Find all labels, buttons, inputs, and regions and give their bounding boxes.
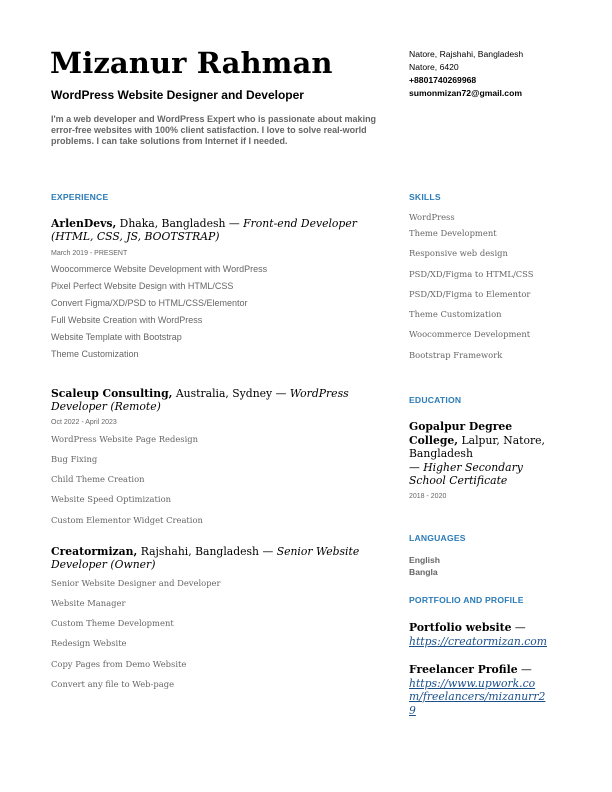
job-role: Front-end Developer (HTML, CSS, JS, BOOTSTRAP) (51, 217, 357, 243)
skill-item: Responsive web design (409, 248, 508, 258)
separator: — (517, 663, 532, 676)
headline: WordPress Website Designer and Developer (51, 88, 304, 102)
education-degree: — Higher Secondary School Certificate (409, 460, 523, 487)
list-item: Copy Pages from Demo Website (51, 659, 187, 669)
list-item: Bug Fixing (51, 454, 98, 464)
education-org: Gopalpur Degree College, (409, 420, 513, 447)
list-item: Redesign Website (51, 638, 127, 648)
skill-item: PSD/XD/Figma to HTML/CSS (409, 269, 534, 279)
list-item: Website Template with Bootstrap (51, 332, 182, 342)
job-dates: March 2019 - PRESENT (51, 250, 128, 257)
language-item: English (409, 555, 441, 565)
list-item: Convert any file to Web-page (51, 679, 175, 689)
list-item: Theme Customization (51, 349, 139, 359)
list-item: Woocommerce Website Development with WordPress (51, 264, 268, 274)
job-dates: Oct 2022 - April 2023 (51, 419, 117, 426)
portfolio-website (409, 621, 549, 648)
portfolio-website-label: Portfolio website (409, 621, 512, 634)
job-heading (51, 545, 371, 571)
skill-item: Bootstrap Framework (409, 350, 503, 360)
list-item: Full Website Creation with WordPress (51, 315, 203, 325)
freelancer-profile (409, 663, 549, 717)
experience-title: EXPERIENCE (51, 192, 109, 202)
address-line-1: Natore, Rajshahi, Bangladesh (409, 49, 524, 59)
list-item: Custom Elementor Widget Creation (51, 515, 203, 525)
portfolio-title: PORTFOLIO AND PROFILE (409, 595, 524, 605)
job-place: Dhaka, Bangladesh — (116, 217, 244, 230)
job-role: WordPress Developer (Remote) (51, 387, 349, 413)
education-entry (409, 420, 549, 488)
education-place: Lalpur, Natore, Bangladesh (409, 433, 545, 460)
skill-item: Theme Customization (409, 309, 502, 319)
education-dates: 2018 - 2020 (409, 493, 447, 500)
skills-title: SKILLS (409, 192, 441, 202)
portfolio-website-link[interactable]: https://creatormizan.com (409, 634, 548, 648)
list-item: Convert Figma/XD/PSD to HTML/CSS/Elementor (51, 298, 248, 308)
languages-title: LANGUAGES (409, 533, 466, 543)
address-line-2: Natore, 6420 (409, 62, 459, 72)
list-item: Child Theme Creation (51, 474, 145, 484)
skill-item: Woocommerce Development (409, 329, 531, 339)
job-org: ArlenDevs, (51, 217, 117, 230)
email[interactable]: sumonmizan72@gmail.com (409, 88, 522, 98)
list-item: Website Speed Optimization (51, 494, 172, 504)
job-org: Creatormizan, (51, 545, 138, 558)
language-item: Bangla (409, 567, 438, 577)
skill-item: Theme Development (409, 228, 497, 238)
job-role: Senior Website Developer (Owner) (51, 545, 360, 571)
job-place: Australia, Sydney — (172, 387, 290, 400)
education-title: EDUCATION (409, 395, 462, 405)
job-heading (51, 387, 371, 413)
skill-item: WordPress (409, 212, 455, 222)
freelancer-profile-link[interactable]: https://www.upwork.com/freelancers/mizanurr29 (409, 676, 546, 717)
list-item: Pixel Perfect Website Design with HTML/CSS (51, 281, 234, 291)
list-item: Custom Theme Development (51, 618, 174, 628)
list-item: WordPress Website Page Redesign (51, 434, 199, 444)
skill-item: PSD/XD/Figma to Elementor (409, 289, 531, 299)
contact-block (409, 48, 523, 100)
freelancer-profile-label: Freelancer Profile (409, 663, 518, 676)
summary: I'm a web developer and WordPress Expert who is passionate about making error-free websites with 100% client satisfaction. I love to solve real-world problems. I can take solutions from Internet if I needed. (51, 114, 377, 146)
list-item: Website Manager (51, 598, 126, 608)
list-item: Senior Website Designer and Developer (51, 578, 221, 588)
job-place: Rajshahi, Bangladesh — (137, 545, 277, 558)
candidate-name: Mizanur Rahman (50, 46, 333, 80)
phone[interactable]: +8801740269968 (409, 75, 477, 85)
separator: — (511, 621, 526, 634)
job-org: Scaleup Consulting, (51, 387, 173, 400)
job-heading (51, 217, 371, 243)
